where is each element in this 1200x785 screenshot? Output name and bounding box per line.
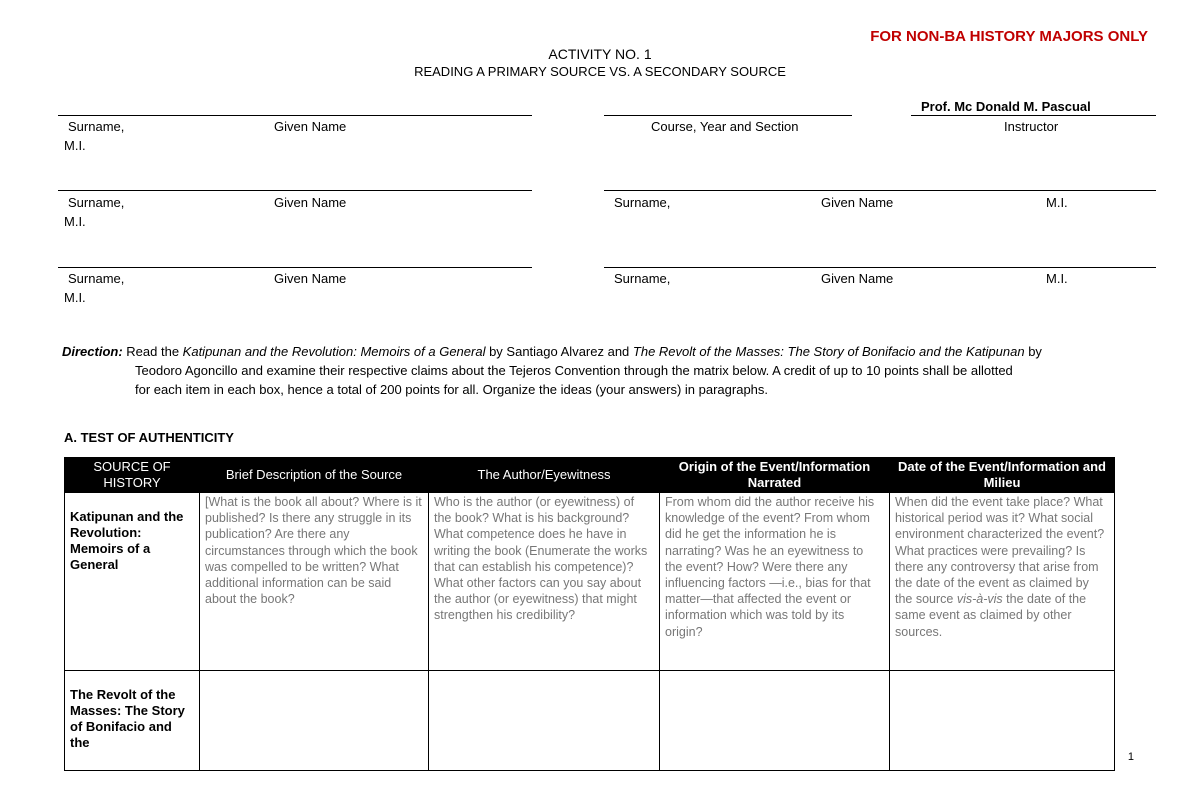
- source-cell: Katipunan and the Revolution: Memoirs of a General: [65, 493, 200, 671]
- header-source: SOURCE OF HISTORY: [65, 458, 200, 493]
- source-cell: The Revolt of the Masses: The Story of Bonifacio and the: [65, 671, 200, 771]
- instructor-label: Instructor: [1004, 119, 1059, 134]
- given-name-label: Given Name: [821, 271, 894, 286]
- direction-text: by: [1024, 344, 1042, 359]
- table-header-row: [65, 458, 1115, 493]
- direction-line-2: Teodoro Agoncillo and examine their respective claims about the Tejeros Convention through the matrix below. A credit of up to 10 points shall be allotted: [135, 363, 1013, 378]
- header-description: Brief Description of the Source: [200, 458, 429, 493]
- mi-label: M.I.: [64, 214, 86, 229]
- direction-paragraph: [62, 342, 1122, 399]
- mi-label: M.I.: [1046, 195, 1068, 210]
- answer-cell-origin[interactable]: From whom did the author receive his knowledge of the event? From whom did he get the information he is narrating? Was he an eyewitness to the event? How? Were there any influencing factors —i.e., bias for that matter—that affected the event or information which was told by its origin?: [660, 493, 890, 671]
- surname-label: Surname,: [68, 195, 125, 210]
- name-blank-line-4[interactable]: [58, 267, 532, 268]
- guide-text: When did the event take place? What historical period was it? What social environment characterized the event? What practices were prevailing? Is there any controversy that arise from the date of the event as claimed by the source: [895, 495, 1105, 607]
- page-subtitle: READING A PRIMARY SOURCE VS. A SECONDARY SOURCE: [414, 64, 786, 79]
- instructor-name: Prof. Mc Donald M. Pascual: [921, 99, 1091, 114]
- surname-label: Surname,: [614, 195, 671, 210]
- name-blank-line-5[interactable]: [604, 267, 1156, 268]
- answer-cell-author[interactable]: [429, 671, 660, 771]
- book-title-primary: Katipunan and the Revolution: Memoirs of a General: [182, 344, 486, 359]
- authenticity-matrix: [64, 457, 1115, 771]
- header-date: Date of the Event/Information and Milieu: [890, 458, 1115, 493]
- section-heading: A. TEST OF AUTHENTICITY: [64, 430, 234, 445]
- mi-label: M.I.: [1046, 271, 1068, 286]
- direction-text: by Santiago Alvarez and: [485, 344, 633, 359]
- name-blank-line-3[interactable]: [604, 190, 1156, 191]
- name-blank-line-1[interactable]: [58, 115, 532, 116]
- surname-label: Surname,: [68, 271, 125, 286]
- given-name-label: Given Name: [274, 195, 347, 210]
- given-name-label: Given Name: [274, 271, 347, 286]
- table-row: [65, 671, 1115, 771]
- guide-text: the date of the same event as claimed by other sources.: [895, 592, 1087, 639]
- answer-cell-date[interactable]: [890, 671, 1115, 771]
- answer-cell-description[interactable]: [200, 671, 429, 771]
- given-name-label: Given Name: [821, 195, 894, 210]
- table-row: [65, 493, 1115, 671]
- answer-cell-origin[interactable]: [660, 671, 890, 771]
- course-label: Course, Year and Section: [651, 119, 799, 134]
- audience-banner: FOR NON-BA HISTORY MAJORS ONLY: [870, 28, 1148, 45]
- direction-text: Read the: [122, 344, 183, 359]
- name-blank-line-2[interactable]: [58, 190, 532, 191]
- answer-cell-author[interactable]: Who is the author (or eyewitness) of the book? What is his background? What competence does he have in writing the book (Enumerate the works that can establish his competence)? What other factors can you say about the author (or eyewitness) that might strengthen his credibility?: [429, 493, 660, 671]
- direction-label: Direction:: [62, 344, 123, 359]
- surname-label: Surname,: [68, 119, 125, 134]
- guide-text-italic: vis-à-vis: [956, 592, 1003, 607]
- header-author: The Author/Eyewitness: [429, 458, 660, 493]
- mi-label: M.I.: [64, 290, 86, 305]
- given-name-label: Given Name: [274, 119, 347, 134]
- page-title: ACTIVITY NO. 1: [548, 46, 652, 62]
- book-title-secondary: The Revolt of the Masses: The Story of Bonifacio and the Katipunan: [632, 344, 1025, 359]
- answer-cell-date[interactable]: [890, 493, 1115, 671]
- surname-label: Surname,: [614, 271, 671, 286]
- answer-cell-description[interactable]: [What is the book all about? Where is it published? Is there any struggle in its publication? Are there any circumstances through which the book was compelled to be written? What additional information can be said about the book?: [200, 493, 429, 671]
- header-origin: Origin of the Event/Information Narrated: [660, 458, 890, 493]
- page-number: 1: [1127, 751, 1134, 763]
- mi-label: M.I.: [64, 138, 86, 153]
- instructor-blank-line: [911, 115, 1156, 116]
- course-blank-line[interactable]: [604, 115, 852, 116]
- direction-line-3: for each item in each box, hence a total of 200 points for all. Organize the ideas (your answers) in paragraphs.: [135, 382, 769, 397]
